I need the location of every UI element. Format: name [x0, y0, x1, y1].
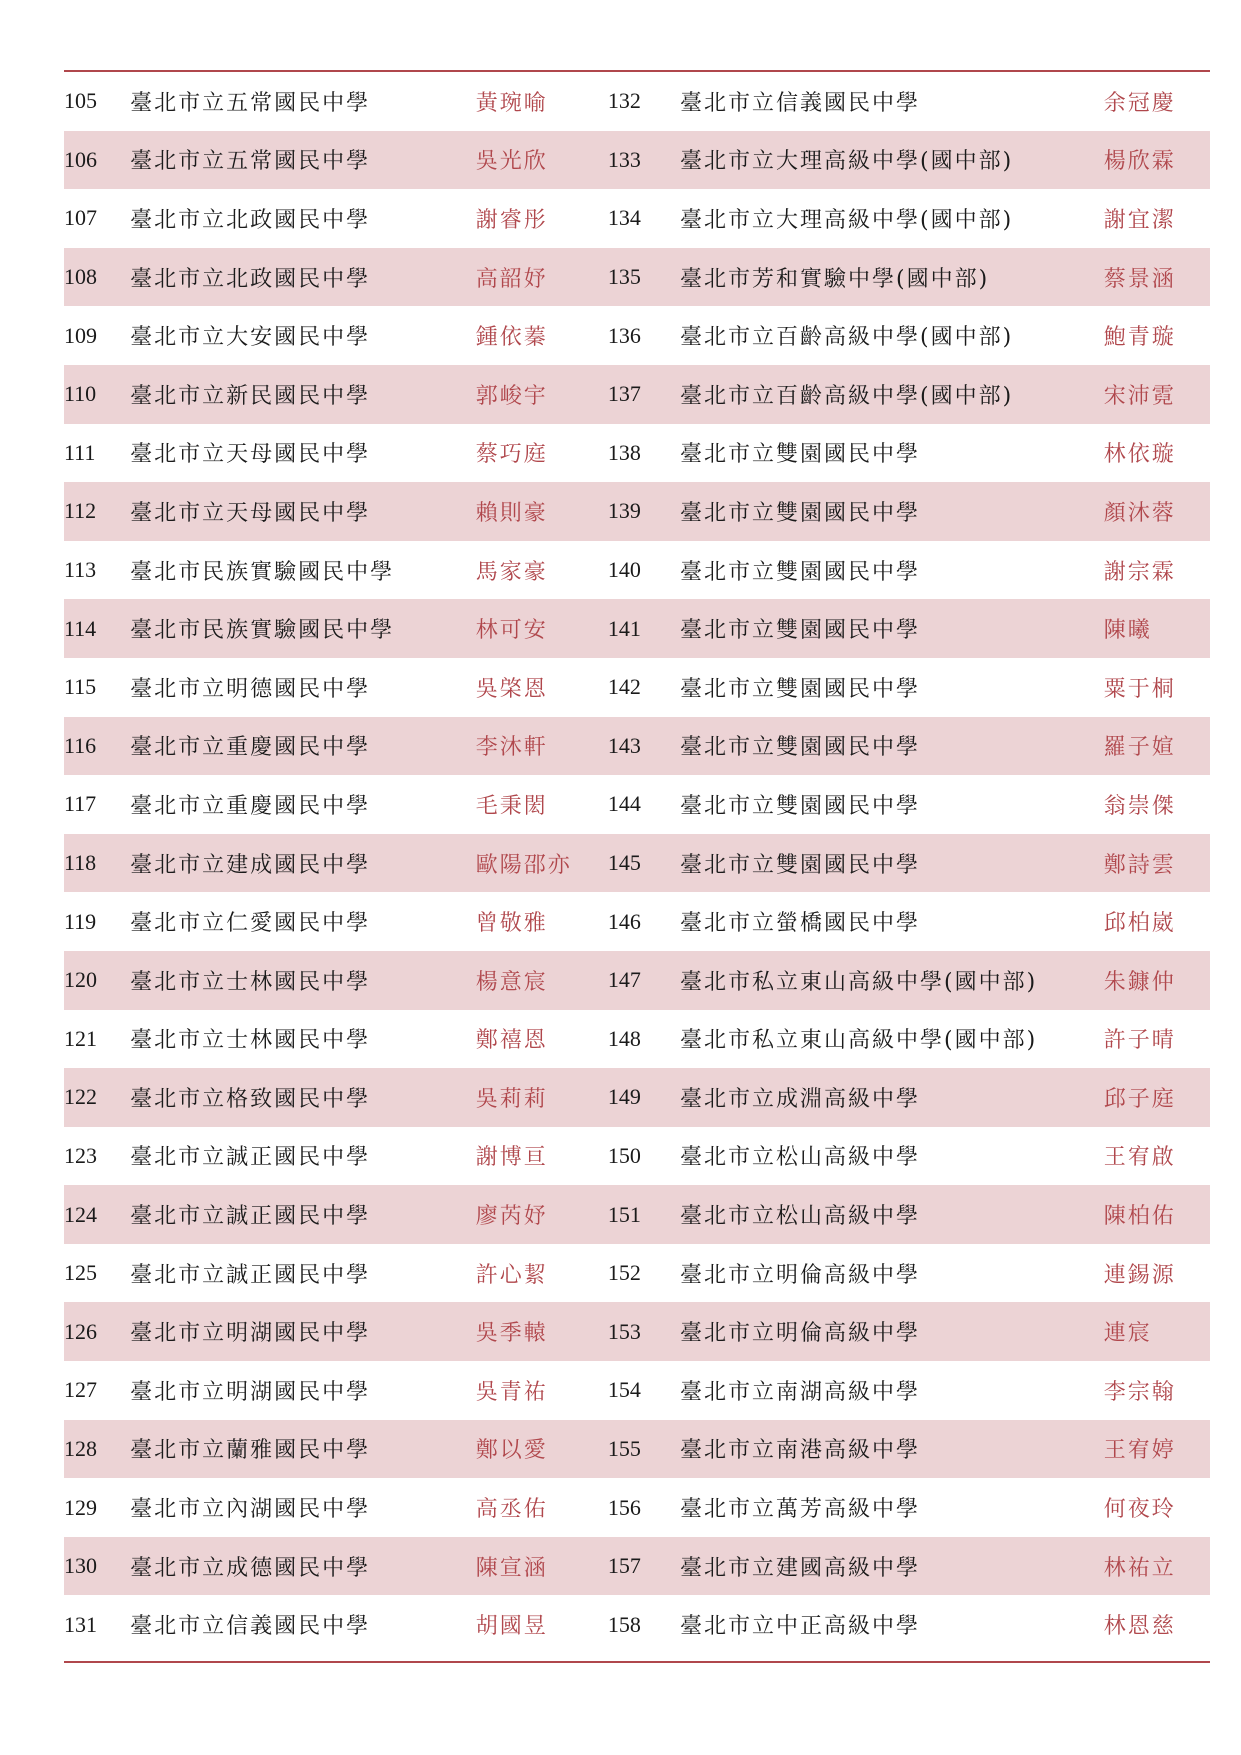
entry-number: 106 — [64, 131, 130, 190]
school-name: 臺北市立建國高級中學 — [680, 1537, 1104, 1596]
table-row — [64, 1420, 1210, 1479]
school-name: 臺北市立明德國民中學 — [130, 676, 371, 702]
entry-number: 115 — [64, 674, 97, 700]
school-name: 臺北市私立東山高級中學(國中部) — [680, 1028, 1038, 1054]
student-name: 楊意宸 — [476, 951, 608, 1010]
student-name: 連錫源 — [1103, 1262, 1176, 1288]
table-row — [64, 1127, 1210, 1186]
entry-number: 137 — [608, 365, 680, 424]
table-row — [64, 1537, 1210, 1596]
student-name: 許子晴 — [1103, 1028, 1176, 1054]
entry-number: 141 — [608, 599, 680, 658]
school-name: 臺北市立士林國民中學 — [130, 951, 476, 1010]
school-name: 臺北市立雙園國民中學 — [680, 559, 921, 585]
student-name: 林依璇 — [1103, 442, 1176, 468]
school-name: 臺北市立明倫高級中學 — [680, 1302, 1104, 1361]
bottom-rule — [64, 1661, 1210, 1663]
entry-number: 133 — [608, 131, 680, 190]
school-name: 臺北市立建成國民中學 — [130, 834, 476, 893]
student-name: 廖芮妤 — [476, 1185, 608, 1244]
school-name: 臺北市立南湖高級中學 — [680, 1379, 921, 1405]
school-name: 臺北市立大理高級中學(國中部) — [680, 131, 1104, 190]
school-name: 臺北市立中正高級中學 — [680, 1614, 921, 1640]
student-name: 黃琬喻 — [475, 90, 548, 116]
student-name: 吳光欣 — [476, 131, 608, 190]
entry-number: 105 — [64, 88, 97, 114]
school-name: 臺北市立誠正國民中學 — [130, 1185, 476, 1244]
school-name: 臺北市立誠正國民中學 — [130, 1145, 371, 1171]
entry-number: 148 — [607, 1025, 641, 1051]
entry-number: 157 — [608, 1537, 680, 1596]
table-row — [64, 482, 1210, 541]
student-name: 鄭以愛 — [476, 1420, 608, 1479]
entry-number: 144 — [607, 791, 641, 817]
student-name: 朱鏮仲 — [1104, 951, 1210, 1010]
school-name: 臺北市立格致國民中學 — [130, 1068, 476, 1127]
school-name: 臺北市立仁愛國民中學 — [130, 911, 371, 937]
school-name: 臺北市立百齡高級中學(國中部) — [680, 325, 1014, 351]
student-name: 吳棨恩 — [475, 676, 548, 702]
student-name: 翁崇傑 — [1103, 793, 1176, 819]
student-name: 余冠慶 — [1103, 90, 1176, 116]
student-name: 高丞佑 — [475, 1497, 548, 1523]
table-row — [64, 131, 1210, 190]
student-name: 陳柏佑 — [1104, 1185, 1210, 1244]
school-name: 臺北市立明倫高級中學 — [680, 1262, 921, 1288]
school-name: 臺北市立成德國民中學 — [130, 1537, 476, 1596]
student-name: 曾敬雅 — [475, 911, 548, 937]
student-name: 毛秉閎 — [475, 793, 548, 819]
school-name: 臺北市立松山高級中學 — [680, 1145, 921, 1171]
school-name: 臺北市立松山高級中學 — [680, 1185, 1104, 1244]
school-name: 臺北市立明湖國民中學 — [130, 1302, 476, 1361]
school-name: 臺北市立士林國民中學 — [130, 1028, 371, 1054]
student-name: 謝睿彤 — [475, 207, 548, 233]
entry-number: 122 — [64, 1068, 130, 1127]
entry-number: 117 — [64, 791, 97, 817]
entry-number: 139 — [608, 482, 680, 541]
school-name: 臺北市芳和實驗中學(國中部) — [680, 248, 1104, 307]
table-row — [64, 658, 1210, 717]
entry-number: 108 — [64, 248, 130, 307]
entry-number: 116 — [64, 717, 130, 776]
student-name: 宋沛霓 — [1104, 365, 1210, 424]
student-name: 李沐軒 — [476, 717, 608, 776]
table-row — [64, 775, 1210, 834]
school-name: 臺北市立五常國民中學 — [130, 131, 476, 190]
entry-number: 114 — [64, 599, 130, 658]
entry-number: 111 — [64, 439, 96, 465]
entry-number: 134 — [607, 205, 641, 231]
school-name: 臺北市立大理高級中學(國中部) — [680, 207, 1014, 233]
school-name: 臺北市立內湖國民中學 — [130, 1497, 371, 1523]
student-name: 郭峻宇 — [476, 365, 608, 424]
student-name: 鄭詩雲 — [1104, 834, 1210, 893]
student-name: 吳青祐 — [475, 1379, 548, 1405]
student-name: 李宗翰 — [1103, 1379, 1176, 1405]
entry-number: 152 — [607, 1260, 641, 1286]
student-name: 邱柏崴 — [1103, 911, 1176, 937]
school-name: 臺北市立天母國民中學 — [130, 442, 371, 468]
entry-number: 149 — [608, 1068, 680, 1127]
school-name: 臺北市私立東山高級中學(國中部) — [680, 951, 1104, 1010]
school-name: 臺北市立大安國民中學 — [130, 325, 371, 351]
student-name: 羅子媗 — [1104, 717, 1210, 776]
school-name: 臺北市立信義國民中學 — [130, 1614, 371, 1640]
entry-number: 154 — [607, 1377, 641, 1403]
table-row — [64, 248, 1210, 307]
student-name: 胡國昱 — [475, 1614, 548, 1640]
school-name: 臺北市立天母國民中學 — [130, 482, 476, 541]
table-row — [64, 1302, 1210, 1361]
student-name: 鄭禧恩 — [475, 1028, 548, 1054]
table-row — [64, 1478, 1210, 1537]
table-row — [64, 951, 1210, 1010]
entry-number: 124 — [64, 1185, 130, 1244]
school-name: 臺北市立雙園國民中學 — [680, 717, 1104, 776]
entry-number: 155 — [608, 1420, 680, 1479]
entry-number: 156 — [607, 1494, 641, 1520]
student-name: 高韶妤 — [476, 248, 608, 307]
student-name: 粟于桐 — [1103, 676, 1176, 702]
student-name: 謝宗霖 — [1103, 559, 1176, 585]
student-name: 楊欣霖 — [1104, 131, 1210, 190]
school-name: 臺北市民族實驗國民中學 — [130, 559, 395, 585]
table-row — [64, 1010, 1210, 1069]
school-name: 臺北市立螢橋國民中學 — [680, 911, 921, 937]
entry-number: 112 — [64, 482, 130, 541]
school-name: 臺北市民族實驗國民中學 — [130, 599, 476, 658]
entry-number: 146 — [607, 908, 641, 934]
entry-number: 123 — [64, 1142, 97, 1168]
entry-number: 143 — [608, 717, 680, 776]
student-name: 許心絜 — [475, 1262, 548, 1288]
entry-number: 145 — [608, 834, 680, 893]
student-name: 蔡巧庭 — [475, 442, 548, 468]
table-row — [64, 189, 1210, 248]
school-name: 臺北市立誠正國民中學 — [130, 1262, 371, 1288]
roster-body — [64, 72, 1210, 1654]
school-name: 臺北市立明湖國民中學 — [130, 1379, 371, 1405]
student-name: 鍾依蓁 — [475, 325, 548, 351]
entry-number: 142 — [607, 674, 641, 700]
student-name: 賴則豪 — [476, 482, 608, 541]
school-name: 臺北市立雙園國民中學 — [680, 676, 921, 702]
entry-number: 119 — [64, 908, 97, 934]
entry-number: 151 — [608, 1185, 680, 1244]
student-name: 謝宜潔 — [1103, 207, 1176, 233]
entry-number: 158 — [607, 1611, 641, 1637]
student-name: 王宥婷 — [1104, 1420, 1210, 1479]
entry-number: 147 — [608, 951, 680, 1010]
table-row — [64, 541, 1210, 600]
school-name: 臺北市立萬芳高級中學 — [680, 1497, 921, 1523]
student-name: 林恩慈 — [1103, 1614, 1176, 1640]
entry-number: 129 — [64, 1494, 97, 1520]
school-name: 臺北市立新民國民中學 — [130, 365, 476, 424]
table-row — [64, 599, 1210, 658]
student-name: 陳宣涵 — [476, 1537, 608, 1596]
school-name: 臺北市立北政國民中學 — [130, 248, 476, 307]
table-row — [64, 1068, 1210, 1127]
table-row — [64, 1595, 1210, 1654]
student-name: 林祐立 — [1104, 1537, 1210, 1596]
table-row — [64, 424, 1210, 483]
school-name: 臺北市立雙園國民中學 — [680, 834, 1104, 893]
table-row — [64, 72, 1210, 131]
school-name: 臺北市立蘭雅國民中學 — [130, 1420, 476, 1479]
entry-number: 140 — [607, 557, 641, 583]
student-name: 吳莉莉 — [476, 1068, 608, 1127]
student-name: 陳曦 — [1104, 599, 1210, 658]
student-name: 鮑青璇 — [1103, 325, 1176, 351]
entry-number: 118 — [64, 834, 130, 893]
student-name: 何夜玲 — [1103, 1497, 1176, 1523]
school-name: 臺北市立雙園國民中學 — [680, 599, 1104, 658]
school-name: 臺北市立北政國民中學 — [130, 207, 371, 233]
entry-number: 107 — [64, 205, 97, 231]
table-row — [64, 1185, 1210, 1244]
school-name: 臺北市立重慶國民中學 — [130, 793, 371, 819]
entry-number: 120 — [64, 951, 130, 1010]
entry-number: 136 — [607, 322, 641, 348]
table-row — [64, 834, 1210, 893]
table-row — [64, 1361, 1210, 1420]
entry-number: 125 — [64, 1260, 97, 1286]
school-name: 臺北市立百齡高級中學(國中部) — [680, 365, 1104, 424]
student-name: 王宥啟 — [1103, 1145, 1176, 1171]
table-row — [64, 892, 1210, 951]
student-name: 謝博亘 — [475, 1145, 548, 1171]
entry-number: 150 — [607, 1142, 641, 1168]
entry-number: 131 — [64, 1611, 97, 1637]
school-name: 臺北市立成淵高級中學 — [680, 1068, 1104, 1127]
entry-number: 130 — [64, 1537, 130, 1596]
student-name: 吳季轅 — [476, 1302, 608, 1361]
school-name: 臺北市立重慶國民中學 — [130, 717, 476, 776]
table-row — [64, 717, 1210, 776]
student-name: 蔡景涵 — [1104, 248, 1210, 307]
student-name: 顏沐蓉 — [1104, 482, 1210, 541]
entry-number: 121 — [64, 1025, 97, 1051]
student-name: 馬家豪 — [475, 559, 548, 585]
entry-number: 128 — [64, 1420, 130, 1479]
entry-number: 126 — [64, 1302, 130, 1361]
student-name: 連宸 — [1104, 1302, 1210, 1361]
school-name: 臺北市立五常國民中學 — [130, 90, 371, 116]
entry-number: 110 — [64, 365, 130, 424]
school-name: 臺北市立雙園國民中學 — [680, 442, 921, 468]
entry-number: 113 — [64, 557, 97, 583]
school-name: 臺北市立雙園國民中學 — [680, 793, 921, 819]
entry-number: 138 — [607, 439, 641, 465]
student-name: 歐陽邵亦 — [476, 834, 608, 893]
entry-number: 153 — [608, 1302, 680, 1361]
entry-number: 127 — [64, 1377, 97, 1403]
school-name: 臺北市立信義國民中學 — [680, 90, 921, 116]
entry-number: 109 — [64, 322, 97, 348]
table-row — [64, 365, 1210, 424]
entry-number: 135 — [608, 248, 680, 307]
table-row — [64, 306, 1210, 365]
table-row — [64, 1244, 1210, 1303]
roster-table — [64, 72, 1210, 1654]
school-name: 臺北市立雙園國民中學 — [680, 482, 1104, 541]
student-name: 林可安 — [476, 599, 608, 658]
student-name: 邱子庭 — [1104, 1068, 1210, 1127]
entry-number: 132 — [607, 88, 641, 114]
school-name: 臺北市立南港高級中學 — [680, 1420, 1104, 1479]
